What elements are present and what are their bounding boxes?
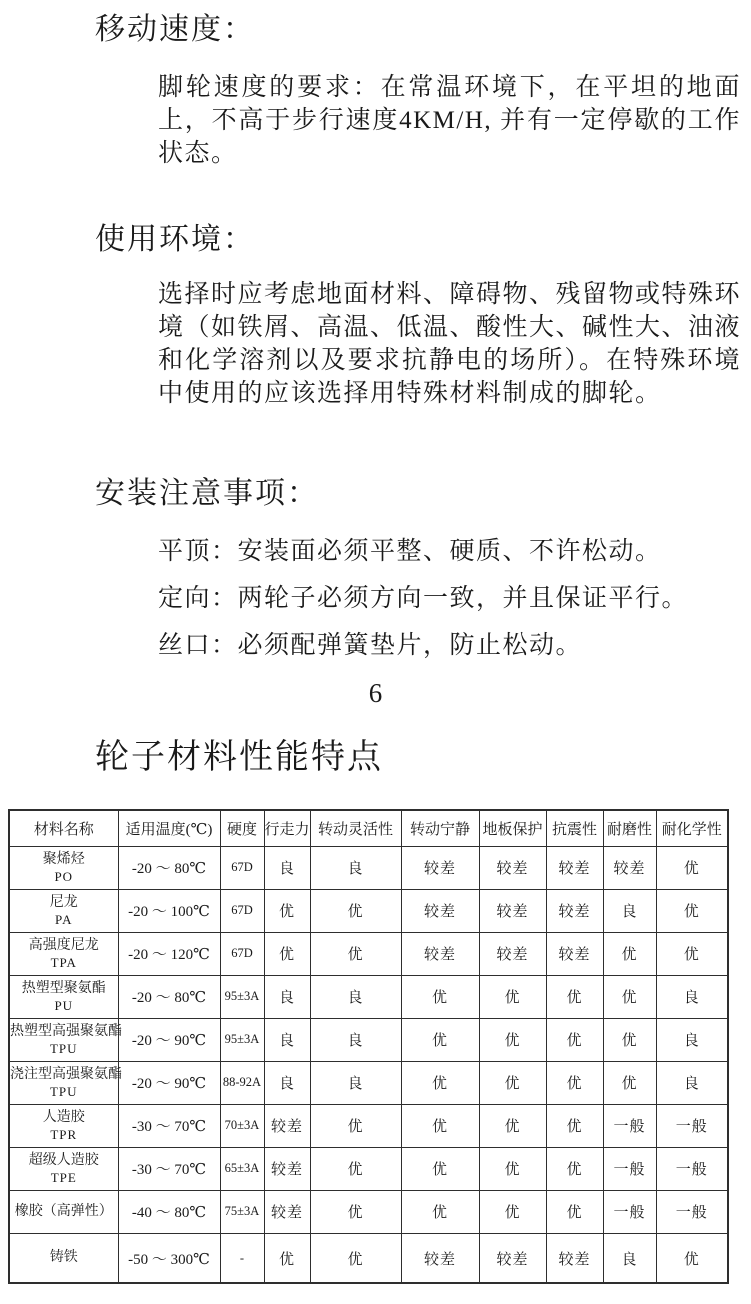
walking-force-cell: 优 bbox=[264, 932, 310, 975]
temperature-range-cell: -20 ～ 80℃ bbox=[118, 846, 220, 889]
turning-flexibility-cell: 优 bbox=[310, 1190, 401, 1233]
walking-force-cell: 良 bbox=[264, 846, 310, 889]
table-row bbox=[9, 846, 728, 889]
material-code: PA bbox=[55, 911, 73, 927]
floor-protection-cell: 优 bbox=[479, 1104, 546, 1147]
shock-resistance-cell: 优 bbox=[546, 1018, 603, 1061]
table-header-cell: 地板保护 bbox=[479, 810, 546, 846]
floor-protection-cell: 较差 bbox=[479, 889, 546, 932]
shock-resistance-cell: 优 bbox=[546, 1190, 603, 1233]
shock-resistance-cell: 较差 bbox=[546, 846, 603, 889]
table-header-row bbox=[9, 810, 728, 846]
material-name-cell bbox=[9, 846, 118, 889]
turning-flexibility-cell: 优 bbox=[310, 1147, 401, 1190]
turning-flexibility-cell: 优 bbox=[310, 1104, 401, 1147]
temperature-range-cell: -20 ～ 90℃ bbox=[118, 1061, 220, 1104]
material-name-cell bbox=[9, 975, 118, 1018]
floor-protection-cell: 优 bbox=[479, 1061, 546, 1104]
table-row bbox=[9, 1233, 728, 1283]
turning-quietness-cell: 较差 bbox=[401, 932, 479, 975]
wear-resistance-cell: 较差 bbox=[603, 846, 656, 889]
table-header-cell: 耐化学性 bbox=[656, 810, 728, 846]
material-name: 人造胶 bbox=[42, 1110, 85, 1126]
temperature-range-cell: -20 ～ 100℃ bbox=[118, 889, 220, 932]
hardness-cell: 95±3A bbox=[220, 1018, 264, 1061]
section-installation-notes bbox=[0, 474, 751, 661]
turning-quietness-cell: 优 bbox=[401, 975, 479, 1018]
chemical-resistance-cell: 一般 bbox=[656, 1104, 728, 1147]
installation-note-flat-top: 平顶：安装面必须平整、硬质、不许松动。 bbox=[158, 537, 662, 565]
moving-speed-body: 脚轮速度的要求：在常温环境下，在平坦的地面上，不高于步行速度4KM/H, 并有一定停歇的工作状态。 bbox=[158, 73, 741, 167]
installation-note-threaded: 丝口：必须配弹簧垫片，防止松动。 bbox=[158, 631, 583, 659]
wear-resistance-cell: 优 bbox=[603, 1061, 656, 1104]
hardness-cell: 67D bbox=[220, 846, 264, 889]
material-name-cell bbox=[9, 932, 118, 975]
turning-quietness-cell: 优 bbox=[401, 1061, 479, 1104]
table-header-cell: 耐磨性 bbox=[603, 810, 656, 846]
table-header-cell: 抗震性 bbox=[546, 810, 603, 846]
table-header-cell: 行走力 bbox=[264, 810, 310, 846]
wear-resistance-cell: 良 bbox=[603, 1233, 656, 1283]
turning-flexibility-cell: 优 bbox=[310, 932, 401, 975]
turning-flexibility-cell: 优 bbox=[310, 889, 401, 932]
table-header-cell: 转动宁静 bbox=[401, 810, 479, 846]
material-name: 铸铁 bbox=[49, 1250, 78, 1266]
turning-quietness-cell: 较差 bbox=[401, 1233, 479, 1283]
material-name: 热塑型高强聚氨酯 bbox=[10, 1024, 122, 1040]
material-name: 高强度尼龙 bbox=[28, 938, 99, 954]
hardness-cell: 95±3A bbox=[220, 975, 264, 1018]
hardness-cell: - bbox=[220, 1233, 264, 1283]
floor-protection-cell: 较差 bbox=[479, 1233, 546, 1283]
table-header-cell: 转动灵活性 bbox=[310, 810, 401, 846]
floor-protection-cell: 较差 bbox=[479, 932, 546, 975]
material-name-cell bbox=[9, 1147, 118, 1190]
material-code: TPA bbox=[50, 954, 77, 970]
walking-force-cell: 良 bbox=[264, 975, 310, 1018]
table-row bbox=[9, 1104, 728, 1147]
temperature-range-cell: -20 ～ 90℃ bbox=[118, 1018, 220, 1061]
turning-flexibility-cell: 良 bbox=[310, 1061, 401, 1104]
usage-environment-heading: 使用环境： bbox=[95, 222, 255, 256]
material-name: 超级人造胶 bbox=[28, 1153, 99, 1169]
chemical-resistance-cell: 良 bbox=[656, 975, 728, 1018]
walking-force-cell: 较差 bbox=[264, 1147, 310, 1190]
chemical-resistance-cell: 良 bbox=[656, 1061, 728, 1104]
material-code: PU bbox=[54, 997, 74, 1013]
hardness-cell: 65±3A bbox=[220, 1147, 264, 1190]
wear-resistance-cell: 优 bbox=[603, 932, 656, 975]
section-moving-speed bbox=[0, 10, 751, 170]
hardness-cell: 67D bbox=[220, 932, 264, 975]
usage-environment-body: 选择时应考虑地面材料、障碍物、残留物或特殊环境（如铁屑、高温、低温、酸性大、碱性大、油液和化学溶剂以及要求抗静电的场所）。在特殊环境中使用的应该选择用特殊材料制成的脚轮。 bbox=[158, 281, 742, 407]
walking-force-cell: 良 bbox=[264, 1061, 310, 1104]
turning-flexibility-cell: 良 bbox=[310, 975, 401, 1018]
table-header-cell: 适用温度(℃) bbox=[118, 810, 220, 846]
shock-resistance-cell: 优 bbox=[546, 1061, 603, 1104]
walking-force-cell: 较差 bbox=[264, 1104, 310, 1147]
table-row bbox=[9, 1147, 728, 1190]
material-name: 浇注型高强聚氨酯 bbox=[10, 1067, 122, 1083]
hardness-cell: 75±3A bbox=[220, 1190, 264, 1233]
wear-resistance-cell: 一般 bbox=[603, 1147, 656, 1190]
material-properties-table bbox=[8, 809, 729, 1284]
chemical-resistance-cell: 优 bbox=[656, 846, 728, 889]
shock-resistance-cell: 优 bbox=[546, 1104, 603, 1147]
walking-force-cell: 优 bbox=[264, 1233, 310, 1283]
shock-resistance-cell: 优 bbox=[546, 975, 603, 1018]
turning-quietness-cell: 较差 bbox=[401, 889, 479, 932]
wear-resistance-cell: 良 bbox=[603, 889, 656, 932]
material-code: TPR bbox=[50, 1126, 78, 1142]
hardness-cell: 88-92A bbox=[220, 1061, 264, 1104]
material-name: 橡胶（高弹性） bbox=[14, 1204, 113, 1220]
shock-resistance-cell: 较差 bbox=[546, 889, 603, 932]
turning-quietness-cell: 优 bbox=[401, 1018, 479, 1061]
material-code: TPE bbox=[50, 1169, 77, 1185]
shock-resistance-cell: 较差 bbox=[546, 932, 603, 975]
floor-protection-cell: 优 bbox=[479, 975, 546, 1018]
floor-protection-cell: 较差 bbox=[479, 846, 546, 889]
material-name: 尼龙 bbox=[49, 895, 78, 911]
moving-speed-heading: 移动速度： bbox=[95, 13, 255, 46]
table-row bbox=[9, 975, 728, 1018]
table-row bbox=[9, 932, 728, 975]
shock-resistance-cell: 优 bbox=[546, 1147, 603, 1190]
chemical-resistance-cell: 优 bbox=[656, 889, 728, 932]
table-row bbox=[9, 889, 728, 932]
chemical-resistance-cell: 优 bbox=[656, 932, 728, 975]
hardness-cell: 67D bbox=[220, 889, 264, 932]
material-name-cell bbox=[9, 1061, 122, 1104]
material-code: TPU bbox=[49, 1083, 78, 1099]
turning-flexibility-cell: 良 bbox=[310, 1018, 401, 1061]
page-number: 6 bbox=[368, 677, 383, 708]
temperature-range-cell: -20 ～ 120℃ bbox=[118, 932, 220, 975]
turning-flexibility-cell: 优 bbox=[310, 1233, 401, 1283]
material-name-cell bbox=[9, 1233, 118, 1283]
turning-quietness-cell: 优 bbox=[401, 1190, 479, 1233]
material-name-cell bbox=[9, 1190, 118, 1233]
table-body bbox=[9, 846, 728, 1283]
wear-resistance-cell: 一般 bbox=[603, 1190, 656, 1233]
installation-note-fixed: 定向：两轮子必须方向一致，并且保证平行。 bbox=[158, 584, 689, 612]
walking-force-cell: 优 bbox=[264, 889, 310, 932]
chemical-resistance-cell: 一般 bbox=[656, 1147, 728, 1190]
table-row bbox=[9, 1018, 728, 1061]
material-name: 热塑型聚氨酯 bbox=[21, 981, 106, 997]
walking-force-cell: 良 bbox=[264, 1018, 310, 1061]
material-name-cell bbox=[9, 1018, 122, 1061]
temperature-range-cell: -40 ～ 80℃ bbox=[118, 1190, 220, 1233]
table-header-cell: 硬度 bbox=[220, 810, 264, 846]
wear-resistance-cell: 优 bbox=[603, 1018, 656, 1061]
shock-resistance-cell: 较差 bbox=[546, 1233, 603, 1283]
floor-protection-cell: 优 bbox=[479, 1190, 546, 1233]
material-name-cell bbox=[9, 889, 118, 932]
walking-force-cell: 较差 bbox=[264, 1190, 310, 1233]
table-title: 轮子材料性能特点 bbox=[95, 738, 383, 776]
turning-quietness-cell: 优 bbox=[401, 1104, 479, 1147]
table-row bbox=[9, 1190, 728, 1233]
chemical-resistance-cell: 良 bbox=[656, 1018, 728, 1061]
material-name: 聚烯烃 bbox=[42, 852, 85, 868]
hardness-cell: 70±3A bbox=[220, 1104, 264, 1147]
floor-protection-cell: 优 bbox=[479, 1018, 546, 1061]
material-code: PO bbox=[54, 868, 74, 884]
floor-protection-cell: 优 bbox=[479, 1147, 546, 1190]
wear-resistance-cell: 优 bbox=[603, 975, 656, 1018]
table-header-cell: 材料名称 bbox=[9, 810, 118, 846]
section-usage-environment bbox=[0, 220, 751, 411]
temperature-range-cell: -20 ～ 80℃ bbox=[118, 975, 220, 1018]
table-row bbox=[9, 1061, 728, 1104]
temperature-range-cell: -30 ～ 70℃ bbox=[118, 1147, 220, 1190]
temperature-range-cell: -30 ～ 70℃ bbox=[118, 1104, 220, 1147]
chemical-resistance-cell: 优 bbox=[656, 1233, 728, 1283]
temperature-range-cell: -50 ～ 300℃ bbox=[118, 1233, 220, 1283]
chemical-resistance-cell: 一般 bbox=[656, 1190, 728, 1233]
material-name-cell bbox=[9, 1104, 118, 1147]
installation-notes-heading: 安装注意事项： bbox=[95, 477, 319, 510]
wear-resistance-cell: 一般 bbox=[603, 1104, 656, 1147]
material-code: TPU bbox=[49, 1040, 78, 1056]
turning-quietness-cell: 较差 bbox=[401, 846, 479, 889]
turning-flexibility-cell: 良 bbox=[310, 846, 401, 889]
turning-quietness-cell: 优 bbox=[401, 1147, 479, 1190]
